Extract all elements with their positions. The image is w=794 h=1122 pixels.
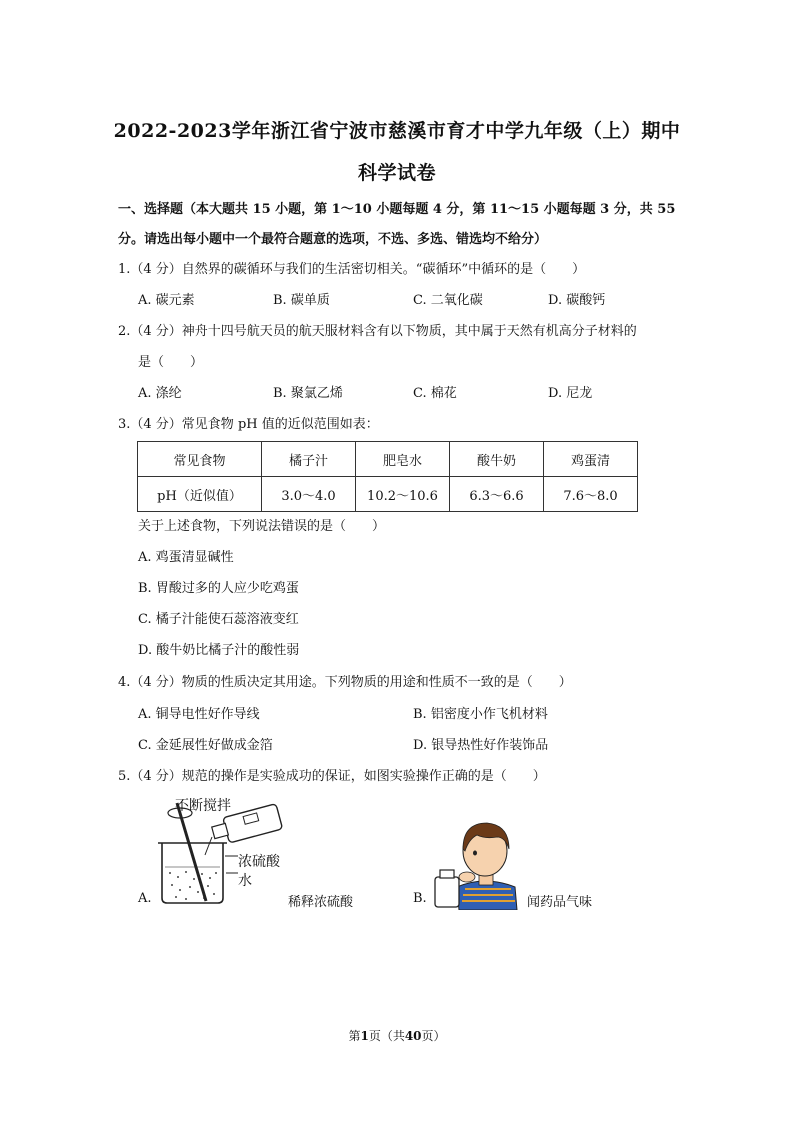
chemical-bottle [435, 877, 459, 907]
beaker-liquid [169, 871, 217, 900]
person-hand [459, 872, 475, 882]
question-2-option-c: C. 棉花 [413, 386, 457, 401]
ph-table-cell: 10.2～10.6 [356, 477, 450, 512]
ph-table [137, 441, 638, 512]
question-5-option-a-letter: A. [138, 891, 152, 906]
question-4-option-c: C. 金延展性好做成金箔 [138, 738, 273, 753]
question-3-option-d: D. 酸牛奶比橘子汁的酸性弱 [138, 643, 300, 658]
question-3-sub: 关于上述食物，下列说法错误的是（ ） [138, 519, 386, 534]
question-3-option-a: A. 鸡蛋清显碱性 [138, 550, 234, 565]
footer-page-number: 1 [360, 1029, 369, 1043]
question-4-option-b: B. 铝密度小作飞机材料 [413, 707, 548, 722]
question-1-option-a: A. 碳元素 [138, 293, 195, 308]
question-3-option-b: B. 胃酸过多的人应少吃鸡蛋 [138, 581, 299, 596]
paper-title-line1: 2022-2023学年浙江省宁波市慈溪市育才中学九年级（上）期中 [113, 120, 681, 142]
bottle-neck [440, 870, 454, 878]
question-2-stem-line2: 是（ ） [138, 355, 204, 370]
person-eye [473, 851, 477, 856]
ph-table-header-row [138, 442, 638, 477]
ph-table-cell: 3.0～4.0 [262, 477, 356, 512]
question-1-option-d: D. 碳酸钙 [548, 293, 606, 308]
question-2-option-d: D. 尼龙 [548, 386, 593, 401]
label-conc-acid: 浓硫酸 [238, 854, 280, 870]
question-4-option-a: A. 铜导电性好作导线 [138, 707, 260, 722]
ph-table-cell: 7.6～8.0 [544, 477, 638, 512]
ph-table-header-cell: 常见食物 [138, 442, 262, 477]
question-3-option-c: C. 橘子汁能使石蕊溶液变红 [138, 612, 299, 627]
ph-table-header-cell: 酸牛奶 [450, 442, 544, 477]
question-3-stem: 3.（4 分）常见食物 pH 值的近似范围如表： [118, 417, 379, 432]
ph-table-value-row [138, 477, 638, 512]
ph-table-header-cell: 鸡蛋清 [544, 442, 638, 477]
ph-table-cell: pH（近似值） [138, 477, 262, 512]
question-2-stem-line1: 2.（4 分）神舟十四号航天员的航天服材料含有以下物质，其中属于天然有机高分子材料的 [118, 324, 637, 339]
footer-prefix: 第 [348, 1029, 361, 1043]
acid-stream [205, 837, 212, 855]
question-2-option-a: A. 涤纶 [138, 386, 182, 401]
question-5-stem: 5.（4 分）规范的操作是实验成功的保证，如图实验操作正确的是（ ） [118, 769, 546, 784]
label-stir: 不断搅拌 [175, 798, 231, 814]
question-1-stem: 1.（4 分）自然界的碳循环与我们的生活密切相关。“碳循环”中循环的是（ ） [118, 262, 586, 277]
question-5-option-a-caption: 稀释浓硫酸 [288, 895, 354, 910]
label-water: 水 [238, 873, 252, 889]
ph-table-cell: 6.3～6.6 [450, 477, 544, 512]
smelling-figure [425, 815, 525, 910]
question-5-option-b-letter: B. [413, 891, 427, 906]
section-header-line2: 分。请选出每小题中一个最符合题意的选项，不选、多选、错选均不给分） [118, 232, 548, 247]
section-header-line1: 一、选择题（本大题共 15 小题，第 1～10 小题每题 4 分，第 11～15 小题每题 3 分，共 55 [118, 202, 676, 217]
question-4-option-d: D. 银导热性好作装饰品 [413, 738, 549, 753]
question-1-option-b: B. 碳单质 [273, 293, 330, 308]
question-4-stem: 4.（4 分）物质的性质决定其用途。下列物质的用途和性质不一致的是（ ） [118, 675, 572, 690]
page-footer [0, 1027, 794, 1044]
footer-total-pages: 40 [404, 1029, 422, 1043]
ph-table-header-cell: 橘子汁 [262, 442, 356, 477]
footer-suffix: 页） [421, 1029, 446, 1043]
ph-table-header-cell: 肥皂水 [356, 442, 450, 477]
question-2-option-b: B. 聚氯乙烯 [273, 386, 343, 401]
question-5-option-b-caption: 闻药品气味 [527, 895, 593, 910]
footer-mid: 页（共 [368, 1029, 405, 1043]
question-1-option-c: C. 二氧化碳 [413, 293, 483, 308]
paper-title-line2: 科学试卷 [357, 162, 436, 184]
